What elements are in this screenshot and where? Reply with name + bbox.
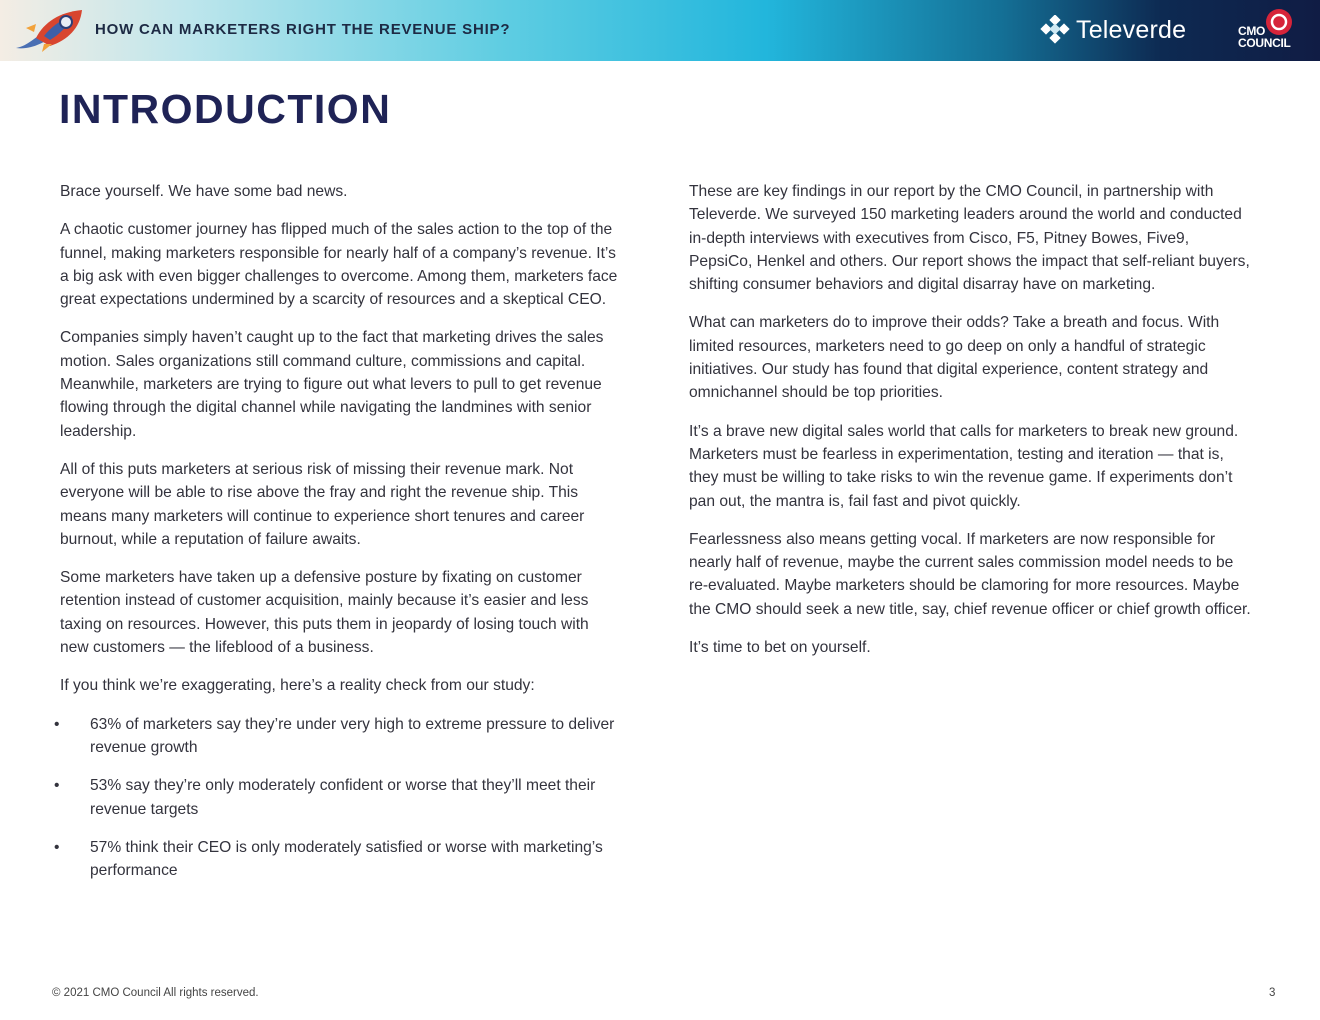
page-number: 3: [1269, 987, 1276, 999]
televerde-wordmark: Televerde: [1076, 15, 1187, 44]
right-paragraph: Fearlessness also means getting vocal. If marketers are now responsible for nearly half of revenue, maybe the current sales commission model needs to be re-evaluated. Maybe marketers should be clamoring for more resources. Maybe the CMO should seek a new title, say, chief revenue officer or chief growth officer.: [689, 530, 1251, 618]
right-paragraph: It’s a brave new digital sales world that calls for marketers to break new ground. Marketers must be fearless in experimentation, testing and iteration — that is, they must be willing to take risks to win the revenue game. If experiments don’t pan out, the mantra is, fail fast and pivot quickly.: [689, 422, 1239, 510]
page-title: INTRODUCTION: [59, 86, 392, 132]
right-paragraph: What can marketers do to improve their odds? Take a breath and focus. With limited resources, marketers need to go deep on only a handful of strategic initiatives. Our study has found that digital experience, content strategy and omnichannel should be top priorities.: [689, 314, 1220, 402]
bullet-item: [54, 774, 620, 821]
copyright-text: © 2021 CMO Council All rights reserved.: [52, 987, 259, 999]
bullet-dot: •: [54, 838, 60, 856]
bullet-item: [54, 836, 620, 883]
right-paragraph: It’s time to bet on yourself.: [689, 639, 871, 657]
televerde-mark-icon: [1040, 15, 1070, 45]
cmo-council-line1: CMO: [1238, 24, 1266, 38]
bullet-text: 57% think their CEO is only moderately satisfied or worse with marketing’s performance: [90, 838, 603, 880]
right-paragraph: These are key findings in our report by the CMO Council, in partnership with Televerde. We surveyed 150 marketing leaders around the world and conducted in-depth interviews with executives from Cisco, F5, Pitney Bowes, Five9, PepsiCo, Henkel and others. Our report shows the impact that self-reliant buyers, shifting consumer behaviors and digital disarray have on marketing.: [689, 183, 1250, 294]
left-paragraph: Some marketers have taken up a defensive posture by fixating on customer retention instead of customer acquisition, mainly because it’s easier and less taxing on resources. However, this puts them in jeopardy of losing touch with new customers — the lifeblood of a business.: [60, 569, 589, 657]
cmo-council-line2: COUNCIL: [1238, 36, 1291, 50]
header-banner: [0, 0, 1320, 61]
left-paragraph: A chaotic customer journey has flipped much of the sales action to the top of the funnel, making marketers responsible for nearly half of a company’s revenue. It’s a big ask with even bigger challenges to overcome. Among them, marketers face great expectations undermined by a scarcity of resources and a skeptical CEO.: [60, 221, 618, 309]
rocket-icon: [14, 6, 86, 52]
bullet-dot: •: [54, 777, 60, 795]
bullet-dot: •: [54, 715, 60, 733]
left-paragraph: All of this puts marketers at serious risk of missing their revenue mark. Not everyone will be able to rise above the fray and right the revenue ship. This means many marketers will continue to experience short tenures and career burnout, while a reputation of failure awaits.: [60, 460, 585, 548]
cmo-council-logo: [1236, 8, 1298, 54]
right-column: [689, 180, 1255, 674]
televerde-logo: [1040, 12, 1186, 48]
bullet-item: [54, 713, 620, 760]
cmo-council-wordmark: [1238, 25, 1291, 49]
left-column: [54, 180, 620, 897]
bullet-text: 53% say they’re only moderately confident or worse that they’ll meet their revenue targets: [90, 777, 596, 818]
left-paragraph: If you think we’re exaggerating, here’s a reality check from our study:: [60, 677, 535, 695]
left-paragraph: Companies simply haven’t caught up to the fact that marketing drives the sales motion. Sales organizations still command culture, commissions and capital. Meanwhile, marketers are trying to figure out what levers to pull to get revenue flowing through the digital channel while navigating the landmines with senior leadership.: [60, 329, 604, 440]
banner-title: HOW CAN MARKETERS RIGHT THE REVENUE SHIP?: [95, 21, 511, 38]
left-paragraph: Brace yourself. We have some bad news.: [60, 183, 348, 200]
bullet-text: 63% of marketers say they’re under very high to extreme pressure to deliver revenue growth: [90, 715, 615, 756]
stats-bullet-list: [54, 713, 620, 883]
